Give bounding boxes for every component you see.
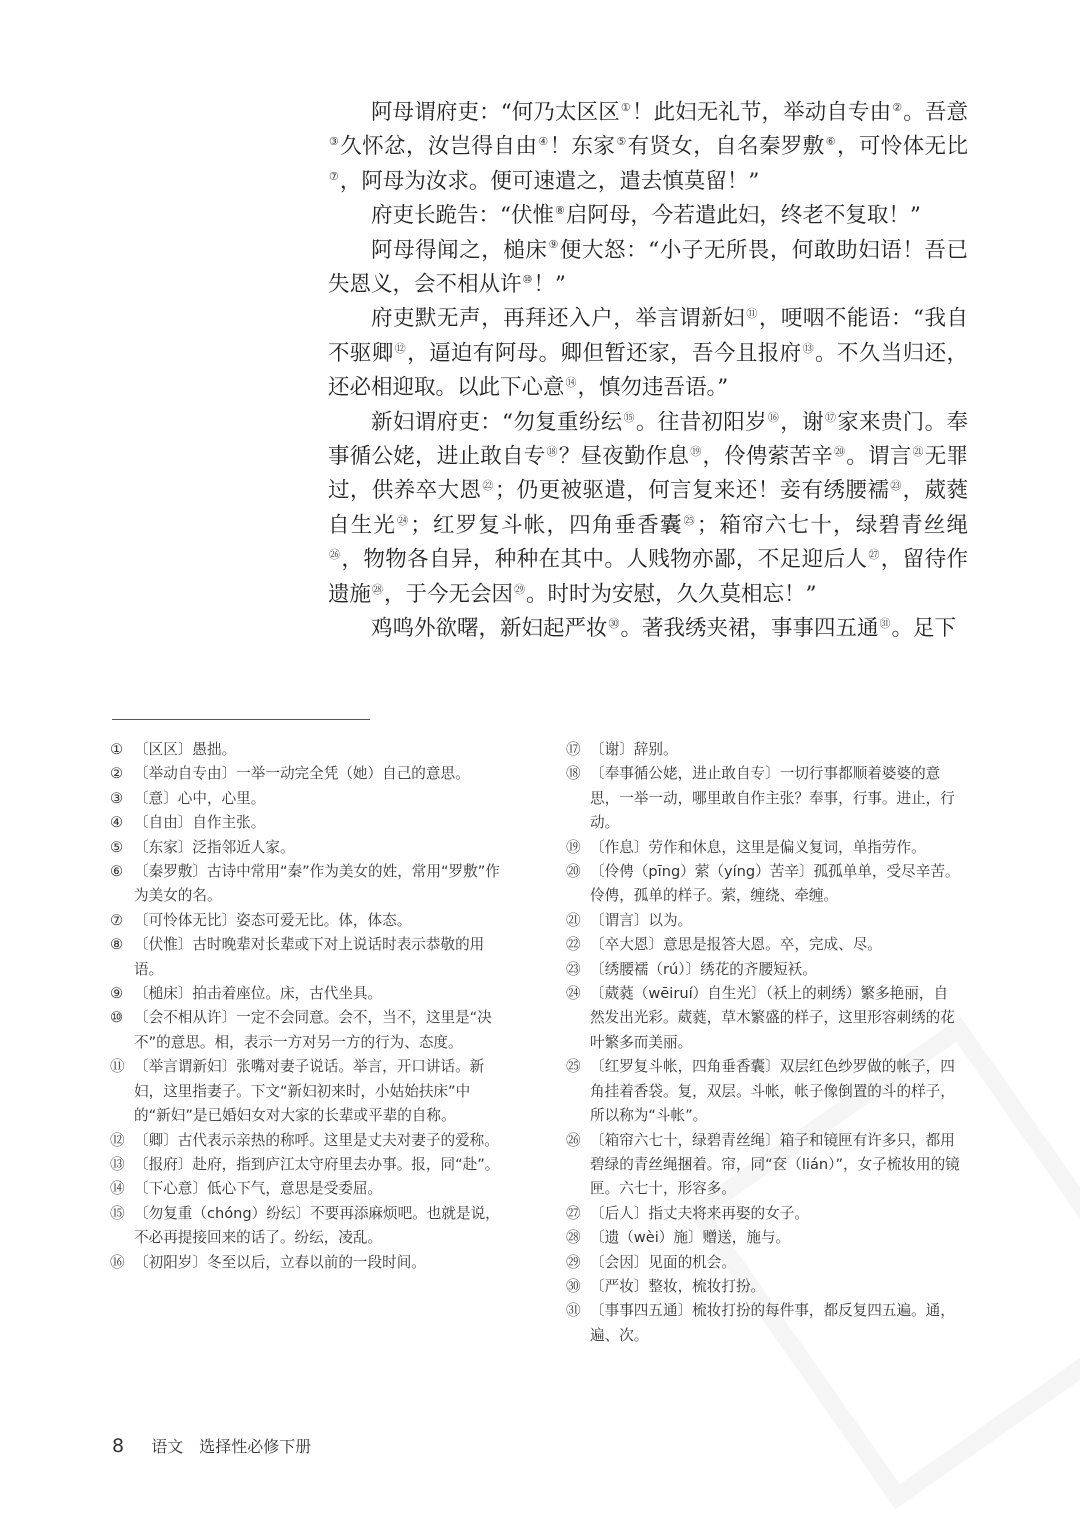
footnote-marker: ⑭ xyxy=(565,376,577,390)
footnote-marker: ② xyxy=(892,100,903,114)
footnote-number: ④ xyxy=(110,814,124,832)
footnote-number: ㉗ xyxy=(566,1204,581,1222)
footnote-number: ⑬ xyxy=(110,1155,125,1173)
text-segment: ；仍更被驱遣，何言复来还！妾有绣腰襦 xyxy=(494,478,890,504)
text-segment: ！” xyxy=(533,272,566,298)
text-segment: ，留待作遗施 xyxy=(328,547,969,607)
footnote-marker: ⑩ xyxy=(522,272,533,286)
footnote-text: 〔报府〕赴府，指到庐江太守府里去办事。报，同“赴”。 xyxy=(134,1155,500,1173)
text-segment: 。不久当归还，还必相迎取。以此下心意 xyxy=(328,340,968,401)
text-segment: 阿母谓府吏：“何乃太区区 xyxy=(371,100,620,125)
footnote-text: 〔自由〕自作主张。 xyxy=(134,814,266,832)
footnote-item xyxy=(110,1251,505,1275)
footnote-number: ⑳ xyxy=(566,863,581,881)
text-segment: 启阿母，今若遣此妇，终老不复取！” xyxy=(565,203,921,229)
footnote-item xyxy=(566,860,962,909)
footnote-item xyxy=(566,933,962,957)
footnote-item xyxy=(566,958,962,982)
footnote-text: 〔卒大恩〕意思是报答大恩。卒，完成、尽。 xyxy=(590,936,882,954)
footnote-marker: ㉖ xyxy=(329,548,341,562)
text-segment: ，逼迫有阿母。卿但暂还家，吾今且报府 xyxy=(407,340,802,366)
footnote-marker: ㉕ xyxy=(683,513,696,527)
text-segment: ；红罗复斗帐，四角垂香囊 xyxy=(410,512,683,538)
text-segment: ！此妇无礼节，举动自专由 xyxy=(631,100,892,125)
footnote-marker: ⑤ xyxy=(616,135,627,149)
footnote-number: ⑱ xyxy=(566,765,581,783)
footnote-text: 〔作息〕劳作和休息，这里是偏义复词，单指劳作。 xyxy=(590,838,926,856)
footnote-marker: ㉓ xyxy=(890,479,902,493)
poem-paragraph xyxy=(328,612,968,646)
footnote-text: 〔会因〕见面的机会。 xyxy=(590,1253,736,1271)
footnote-number: ⑲ xyxy=(566,838,581,856)
text-segment: ，物物各自异，种种在其中。人贱物亦鄙，不足迎后人 xyxy=(341,547,868,573)
footnote-marker: ⑯ xyxy=(767,410,780,424)
footnote-number: ⑫ xyxy=(110,1131,125,1149)
footnote-marker: ㉚ xyxy=(608,616,620,630)
text-segment: ，于今无会因 xyxy=(384,581,514,607)
text-segment: ；箱帘六七十，绿碧青丝绳 xyxy=(696,512,968,538)
footnote-number: ⑪ xyxy=(110,1058,125,1076)
footnote-number: ⑤ xyxy=(110,838,124,856)
text-segment: 府吏默无声，再拜还入户，举言谓新妇 xyxy=(371,306,746,332)
footnote-number: ㉛ xyxy=(566,1302,581,1320)
footnote-marker: ⑫ xyxy=(394,341,407,355)
poem-paragraph xyxy=(328,96,968,199)
footnote-item xyxy=(110,1129,505,1153)
footnote-item xyxy=(566,762,962,835)
text-segment: 久怀忿，汝岂得自由 xyxy=(340,134,538,160)
text-segment: 无罪过，供养卒大恩 xyxy=(328,444,968,504)
text-segment: 。足下 xyxy=(891,616,957,642)
text-segment: ，可怜体无比 xyxy=(836,134,968,160)
footnote-text: 〔下心意〕低心下气，意思是受委屈。 xyxy=(134,1180,383,1198)
text-segment: 。著我绣夹裙，事事四五通 xyxy=(620,616,879,642)
footnote-text: 〔勿复重（chóng）纷纭〕不要再添麻烦吧。也就是说，不必再提接回来的话了。纷纭，凌乱。 xyxy=(134,1204,500,1247)
footnote-text: 〔绣腰襦（rú）〕绣花的齐腰短袄。 xyxy=(590,960,817,978)
footnote-text: 〔奉事循公姥，进止敢自专〕一切行事都顺着婆婆的意思，一举一动，哪里敢自作主张？奉事，行事。进止，行动。 xyxy=(590,765,955,832)
footnote-marker: ㉘ xyxy=(372,582,384,596)
footnote-text: 〔秦罗敷〕古诗中常用“秦”作为美女的姓，常用“罗敷”作为美女的名。 xyxy=(134,863,500,905)
footnote-number: ㉘ xyxy=(566,1229,581,1247)
footnote-item xyxy=(110,909,505,933)
footnote-item xyxy=(566,1055,962,1128)
book-title: 语文 选择性必修下册 xyxy=(151,1437,312,1456)
footnote-number: ㉚ xyxy=(566,1277,581,1295)
footnote-text: 〔会不相从许〕一定不会同意。会不，当不，这里是“决不”的意思。相，表示一方对另一方的行为、态度。 xyxy=(134,1009,492,1051)
footnote-marker: ⑥ xyxy=(825,135,836,149)
text-segment: 便大怒：“小子无所畏，何敢助妇语！吾已失恩义，会不相从许 xyxy=(328,237,968,298)
footnote-divider xyxy=(112,719,370,720)
footnote-text: 〔可怜体无比〕姿态可爱无比。体，体态。 xyxy=(134,911,412,929)
footnote-text: 〔伏惟〕古时晚辈对长辈或下对上说话时表示恭敬的用语。 xyxy=(134,936,485,978)
footnote-marker: ④ xyxy=(538,135,549,149)
footnote-item xyxy=(110,982,505,1006)
footnote-text: 〔举动自专由〕一举一动完全凭（她）自己的意思。 xyxy=(134,765,470,783)
text-segment: ，慎勿违吾语。” xyxy=(577,375,729,401)
footnote-text: 〔后人〕指丈夫将来再娶的女子。 xyxy=(590,1204,809,1222)
footnote-marker: ⑲ xyxy=(690,444,702,458)
footnote-text: 〔遗（wèi）施〕赠送，施与。 xyxy=(590,1229,791,1247)
footnote-text: 〔槌床〕拍击着座位。床，古代坐具。 xyxy=(134,985,383,1003)
footnote-item xyxy=(110,836,505,860)
footnote-marker: ⑮ xyxy=(623,410,635,424)
footnote-item xyxy=(566,1299,962,1348)
text-segment: ，谢 xyxy=(780,409,824,435)
text-segment: ，葳蕤自生光 xyxy=(328,478,968,538)
footnote-item xyxy=(566,1251,962,1275)
footnote-item xyxy=(566,1275,962,1299)
footnote-number: ⑮ xyxy=(110,1204,125,1222)
poem-paragraph xyxy=(328,199,968,233)
text-segment: ！东家 xyxy=(549,134,616,160)
text-segment: 。时时为安慰，久久莫相忘！” xyxy=(526,581,817,607)
footnote-marker: ⑱ xyxy=(546,444,558,458)
footnote-text: 〔谢〕辞别。 xyxy=(590,741,678,758)
footnote-text: 〔葳蕤（wēiruí）自生光〕（袄上的刺绣）繁多艳丽，自然发出光彩。葳蕤，草木繁盛的样子，这里形容刺绣的花叶繁多而美丽。 xyxy=(590,985,955,1051)
footnote-text: 〔初阳岁〕冬至以后，立春以前的一段时间。 xyxy=(134,1253,426,1271)
footnote-item xyxy=(566,909,962,933)
text-segment: ，哽咽不能语：“我自不驱卿 xyxy=(328,306,968,366)
poem-paragraph xyxy=(328,234,968,303)
footnote-number: ⑰ xyxy=(566,741,581,758)
footnote-item xyxy=(566,1226,962,1250)
footnote-text: 〔区区〕愚拙。 xyxy=(134,741,237,758)
footnote-item xyxy=(110,1055,505,1128)
footnote-marker: ㉑ xyxy=(912,444,924,458)
page-number: 8 xyxy=(112,1435,125,1457)
footnote-text: 〔意〕心中，心里。 xyxy=(134,789,266,807)
footnote-text: 〔举言谓新妇〕张嘴对妻子说话。举言，开口讲话。新妇，这里指妻子。下文“新妇初来时，小姑始扶床”中的“新妇”是已婚妇女对大家的长辈或平辈的自称。 xyxy=(134,1058,485,1125)
text-segment: 新妇谓府吏：“勿复重纷纭 xyxy=(371,409,623,435)
footnote-item xyxy=(110,811,505,835)
footnote-number: ⑩ xyxy=(110,1009,124,1027)
footnote-item xyxy=(110,1177,505,1201)
footnote-item xyxy=(566,982,962,1055)
text-segment: ，阿母为汝求。便可速遣之，遣去慎莫留！” xyxy=(339,168,760,194)
footnote-number: ⑦ xyxy=(110,911,124,929)
text-segment: 。谓言 xyxy=(846,444,912,470)
footnotes-left xyxy=(110,738,505,1275)
footnote-number: ㉒ xyxy=(566,936,581,954)
footnote-number: ⑨ xyxy=(110,985,124,1003)
footnote-text: 〔箱帘六七十，绿碧青丝绳〕箱子和镜匣有许多只，都用碧绿的青丝绳捆着。帘，同“奁（lián）”，女子梳妆用的镜匣。六七十，形容多。 xyxy=(590,1131,960,1198)
footnote-number: ⑯ xyxy=(110,1253,125,1271)
footnote-marker: ⑧ xyxy=(555,204,565,218)
footnote-number: ㉙ xyxy=(566,1253,581,1271)
footnote-marker: ① xyxy=(620,100,631,114)
footnote-marker: ㉛ xyxy=(879,616,891,630)
footnote-item xyxy=(110,738,505,762)
footnote-item xyxy=(110,933,505,982)
footnote-item xyxy=(110,1006,505,1055)
footnote-marker: ⑦ xyxy=(329,169,339,183)
footnote-item xyxy=(566,836,962,860)
footnote-number: ⑭ xyxy=(110,1180,125,1198)
text-segment: 有贤女，自名秦罗敷 xyxy=(627,134,825,160)
footnote-number: ㉕ xyxy=(566,1058,581,1076)
footnote-number: ⑧ xyxy=(110,936,124,954)
footnote-text: 〔事事四五通〕梳妆打扮的每件事，都反复四五遍。通，遍、次。 xyxy=(590,1302,955,1344)
text-segment: 鸡鸣外欲曙，新妇起严妆 xyxy=(371,616,608,642)
footnote-text: 〔卿〕古代表示亲热的称呼。这里是丈夫对妻子的爱称。 xyxy=(134,1131,499,1149)
poem-paragraph xyxy=(328,302,968,405)
text-segment: ，伶俜萦苦辛 xyxy=(702,444,833,470)
footnote-number: ① xyxy=(110,741,124,758)
footnote-text: 〔严妆〕整妆，梳妆打扮。 xyxy=(590,1277,766,1295)
text-segment: ？昼夜勤作息 xyxy=(558,444,690,470)
footnote-text: 〔谓言〕以为。 xyxy=(590,911,693,929)
footnote-item xyxy=(110,860,505,909)
footnote-marker: ⑰ xyxy=(824,410,837,424)
footnote-marker: ③ xyxy=(329,135,340,149)
footnote-marker: ⑨ xyxy=(548,238,559,252)
footnote-number: ⑥ xyxy=(110,863,124,881)
text-segment: 家来贵门。奉事循公姥，进止敢自专 xyxy=(328,409,968,470)
footnote-item xyxy=(110,787,505,811)
text-segment: 。吾意 xyxy=(903,100,968,125)
footnote-item xyxy=(566,738,962,762)
footnotes-right xyxy=(566,738,962,1348)
footnote-marker: ⑬ xyxy=(802,341,815,355)
text-segment: 府吏长跪告：“伏惟 xyxy=(371,203,554,229)
text-segment: 。往昔初阳岁 xyxy=(635,409,767,435)
footnote-marker: ⑪ xyxy=(746,307,758,321)
footnote-item xyxy=(566,1129,962,1202)
footnote-marker: ㉗ xyxy=(868,548,880,562)
footnote-item xyxy=(110,1153,505,1177)
footnote-number: ③ xyxy=(110,789,124,807)
main-text xyxy=(328,96,968,647)
footnote-marker: ㉔ xyxy=(397,513,410,527)
footnote-marker: ㉙ xyxy=(514,582,526,596)
footnote-marker: ㉒ xyxy=(482,479,494,493)
page-footer xyxy=(112,1434,311,1457)
footnote-item xyxy=(110,762,505,786)
footnote-number: ② xyxy=(110,765,124,783)
text-segment: 阿母得闻之，槌床 xyxy=(371,237,548,263)
footnote-item xyxy=(566,1202,962,1226)
footnote-number: ㉑ xyxy=(566,911,581,929)
footnote-number: ㉔ xyxy=(566,985,581,1003)
footnote-number: ㉓ xyxy=(566,960,581,978)
footnote-text: 〔红罗复斗帐，四角垂香囊〕双层红色纱罗做的帐子，四角挂着香袋。复，双层。斗帐，帐子像倒置的斗的样子，所以称为“斗帐”。 xyxy=(590,1058,955,1125)
footnote-item xyxy=(110,1202,505,1251)
poem-paragraph xyxy=(328,406,968,612)
footnote-text: 〔伶俜（pīng）萦（yíng）苦辛〕孤孤单单，受尽辛苦。伶俜，孤单的样子。萦，缠绕、牵缠。 xyxy=(590,863,960,905)
footnote-text: 〔东家〕泛指邻近人家。 xyxy=(134,838,295,856)
footnote-number: ㉖ xyxy=(566,1131,581,1149)
footnote-marker: ⑳ xyxy=(833,444,846,458)
